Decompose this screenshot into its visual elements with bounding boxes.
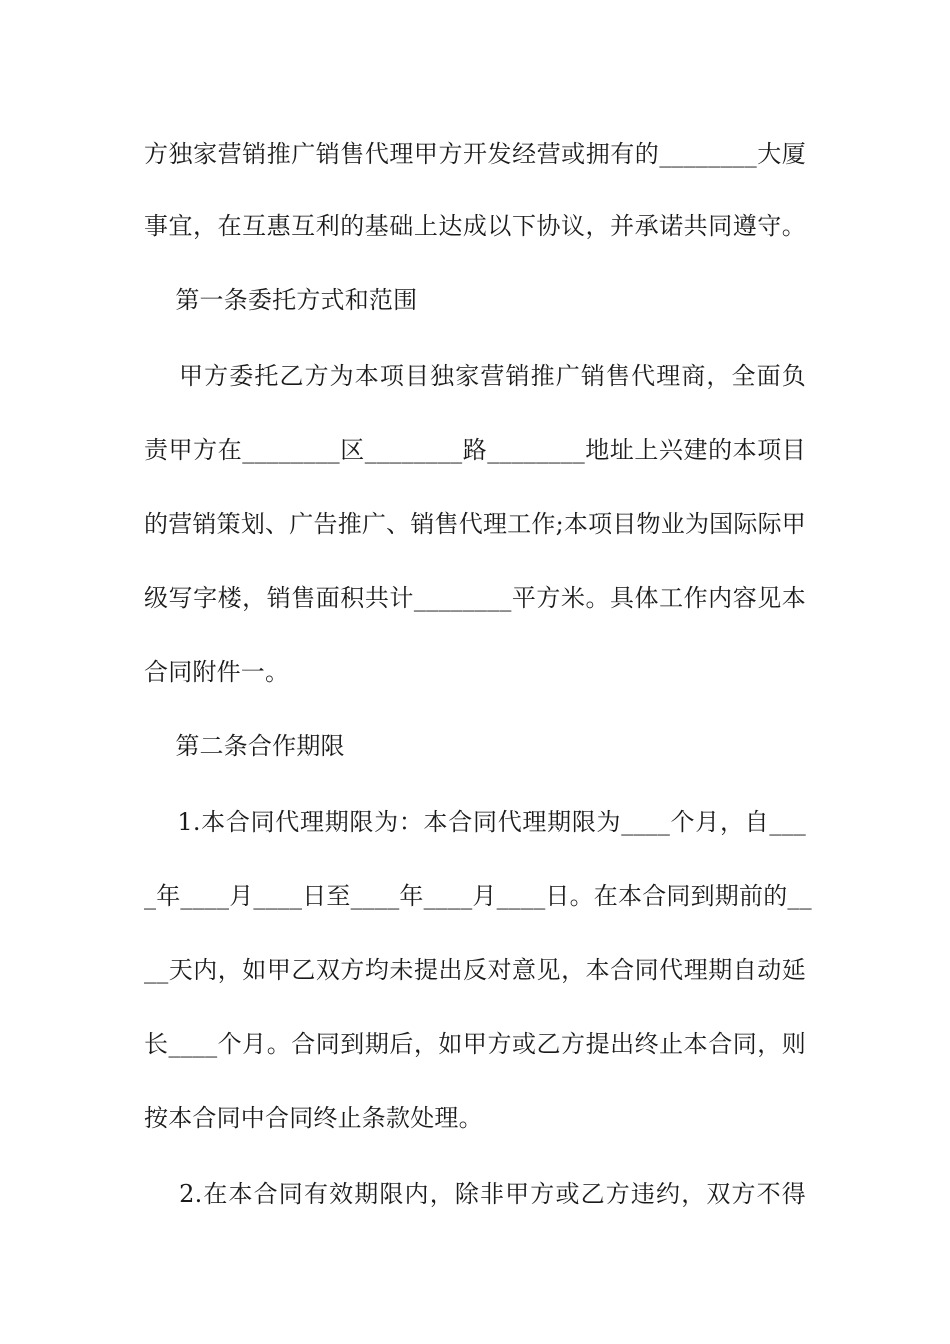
text-line-13: 长____个月。合同到期后，如甲方或乙方提出终止本合同，则 <box>144 1030 806 1058</box>
text-line-12: __天内，如甲乙双方均未提出反对意见，本合同代理期自动延 <box>144 956 806 984</box>
section-heading-2: 第二条合作期限 <box>144 732 345 760</box>
text-line-2: 事宜，在互惠互利的基础上达成以下协议，并承诺共同遵守。 <box>144 212 806 240</box>
text-line-6: 的营销策划、广告推广、销售代理工作;本项目物业为国际际甲 <box>144 510 806 538</box>
text-line-4: 甲方委托乙方为本项目独家营销推广销售代理商，全面负 <box>144 362 806 390</box>
text-line-10: 1.本合同代理期限为：本合同代理期限为____个月，自___ <box>144 808 806 836</box>
text-line-14: 按本合同中合同终止条款处理。 <box>144 1104 483 1132</box>
text-line-1: 方独家营销推广销售代理甲方开发经营或拥有的________大厦 <box>144 140 806 168</box>
text-line-11: _年____月____日至____年____月____日。在本合同到期前的__ <box>144 882 812 910</box>
section-heading-1: 第一条委托方式和范围 <box>144 286 418 314</box>
text-line-8: 合同附件一。 <box>144 658 290 686</box>
text-line-5: 责甲方在________区________路________地址上兴建的本项目 <box>144 436 806 464</box>
text-line-15: 2.在本合同有效期限内，除非甲方或乙方违约，双方不得 <box>144 1180 806 1208</box>
text-line-7: 级写字楼，销售面积共计________平方米。具体工作内容见本 <box>144 584 806 612</box>
